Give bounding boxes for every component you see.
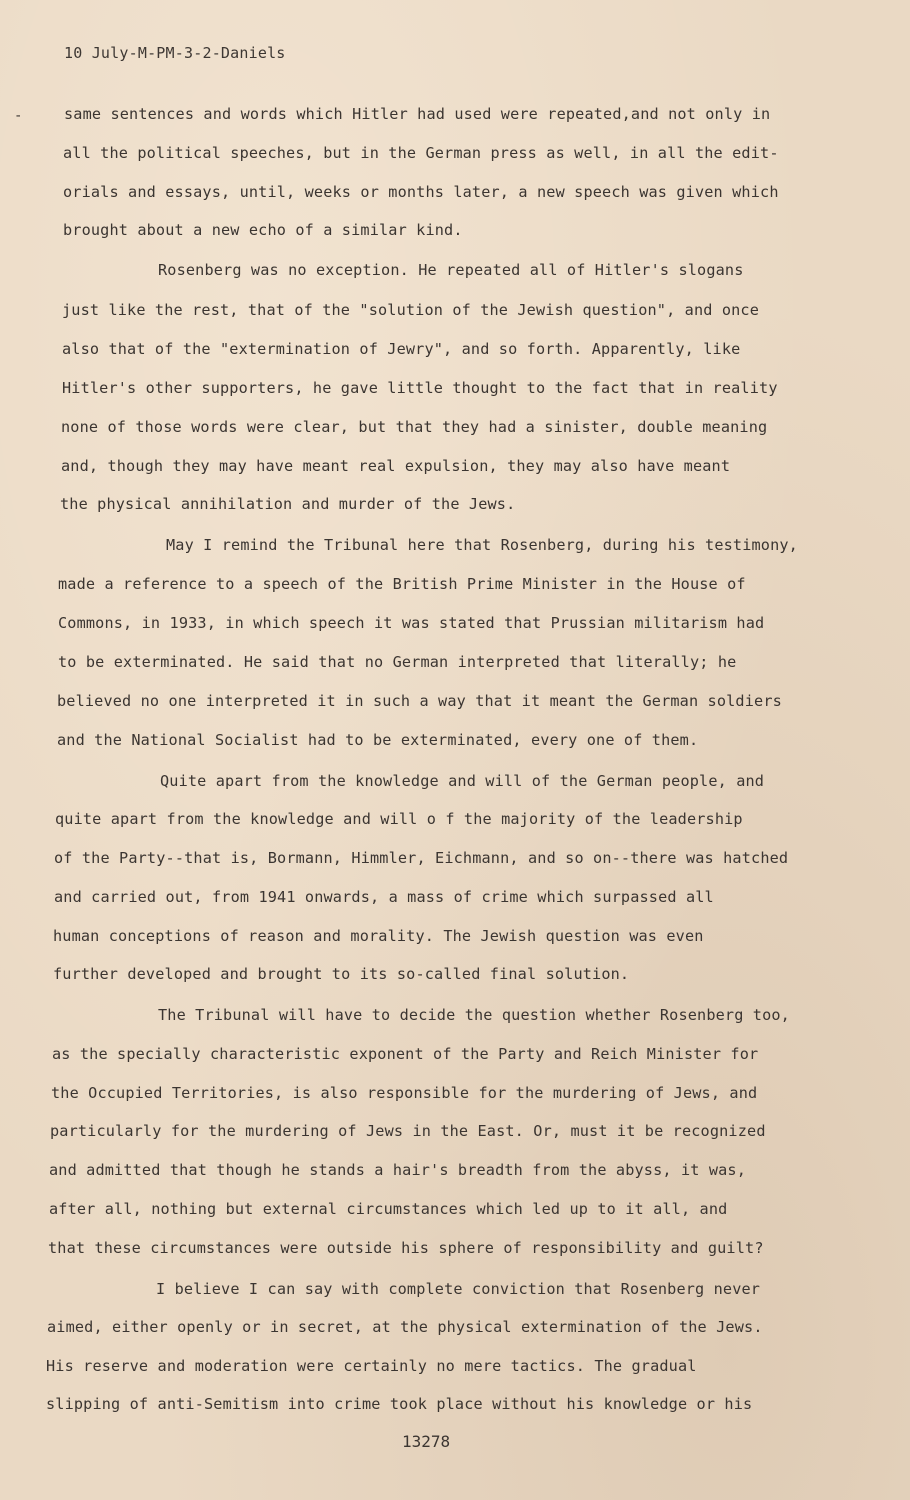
page-header: 10 July-M-PM-3-2-Daniels — [64, 44, 286, 62]
text-line: May I remind the Tribunal here that Rosenberg, during his testimony, — [166, 536, 798, 554]
text-line: and, though they may have meant real expulsion, they may also have meant — [61, 457, 731, 475]
text-line: believed no one interpreted it in such a way that it meant the German soldiers — [57, 692, 782, 710]
text-line: quite apart from the knowledge and will o f the majority of the leadership — [55, 810, 743, 828]
text-line: to be exterminated. He said that no German interpreted that literally; he — [58, 653, 737, 671]
text-line: The Tribunal will have to decide the question whether Rosenberg too, — [158, 1006, 790, 1024]
text-line: Commons, in 1933, in which speech it was stated that Prussian militarism had — [58, 614, 765, 632]
text-line: brought about a new echo of a similar kind. — [63, 221, 463, 239]
text-line: His reserve and moderation were certainly no mere tactics. The gradual — [46, 1357, 697, 1375]
text-line: human conceptions of reason and morality. The Jewish question was even — [53, 927, 704, 945]
text-line: Quite apart from the knowledge and will of the German people, and — [160, 772, 765, 790]
text-line: Rosenberg was no exception. He repeated all of Hitler's slogans — [158, 261, 744, 279]
text-line: none of those words were clear, but that they had a sinister, double meaning — [61, 418, 768, 436]
text-line: of the Party--that is, Bormann, Himmler, Eichmann, and so on--there was hatched — [54, 849, 789, 867]
text-line: the physical annihilation and murder of the Jews. — [60, 495, 516, 513]
text-line: after all, nothing but external circumstances which led up to it all, and — [49, 1200, 728, 1218]
text-line: just like the rest, that of the "solution of the Jewish question", and once — [62, 301, 760, 319]
text-line: made a reference to a speech of the British Prime Minister in the House of — [58, 575, 746, 593]
text-line: orials and essays, until, weeks or months later, a new speech was given which — [63, 183, 779, 201]
text-line: slipping of anti-Semitism into crime took place without his knowledge or his — [46, 1395, 753, 1413]
text-line: that these circumstances were outside his sphere of responsibility and guilt? — [48, 1239, 764, 1257]
text-line: all the political speeches, but in the German press as well, in all the edit- — [63, 144, 779, 162]
text-line: I believe I can say with complete conviction that Rosenberg never — [156, 1280, 761, 1298]
page-number: 13278 — [402, 1432, 451, 1451]
text-line: and the National Socialist had to be exterminated, every one of them. — [57, 731, 699, 749]
text-line: and admitted that though he stands a hair's breadth from the abyss, it was, — [49, 1161, 747, 1179]
text-line: aimed, either openly or in secret, at the physical extermination of the Jews. — [47, 1318, 763, 1336]
text-line: further developed and brought to its so-called final solution. — [53, 965, 630, 983]
text-line: the Occupied Territories, is also responsible for the murdering of Jews, and — [51, 1084, 758, 1102]
text-line: and carried out, from 1941 onwards, a mass of crime which surpassed all — [54, 888, 714, 906]
text-line: particularly for the murdering of Jews in the East. Or, must it be recognized — [50, 1122, 766, 1140]
margin-mark: - — [14, 108, 23, 124]
text-line: Hitler's other supporters, he gave little thought to the fact that in reality — [62, 379, 778, 397]
text-line: same sentences and words which Hitler had used were repeated,and not only in — [64, 105, 771, 123]
text-line: also that of the "extermination of Jewry", and so forth. Apparently, like — [62, 340, 741, 358]
text-line: as the specially characteristic exponent of the Party and Reich Minister for — [52, 1045, 759, 1063]
